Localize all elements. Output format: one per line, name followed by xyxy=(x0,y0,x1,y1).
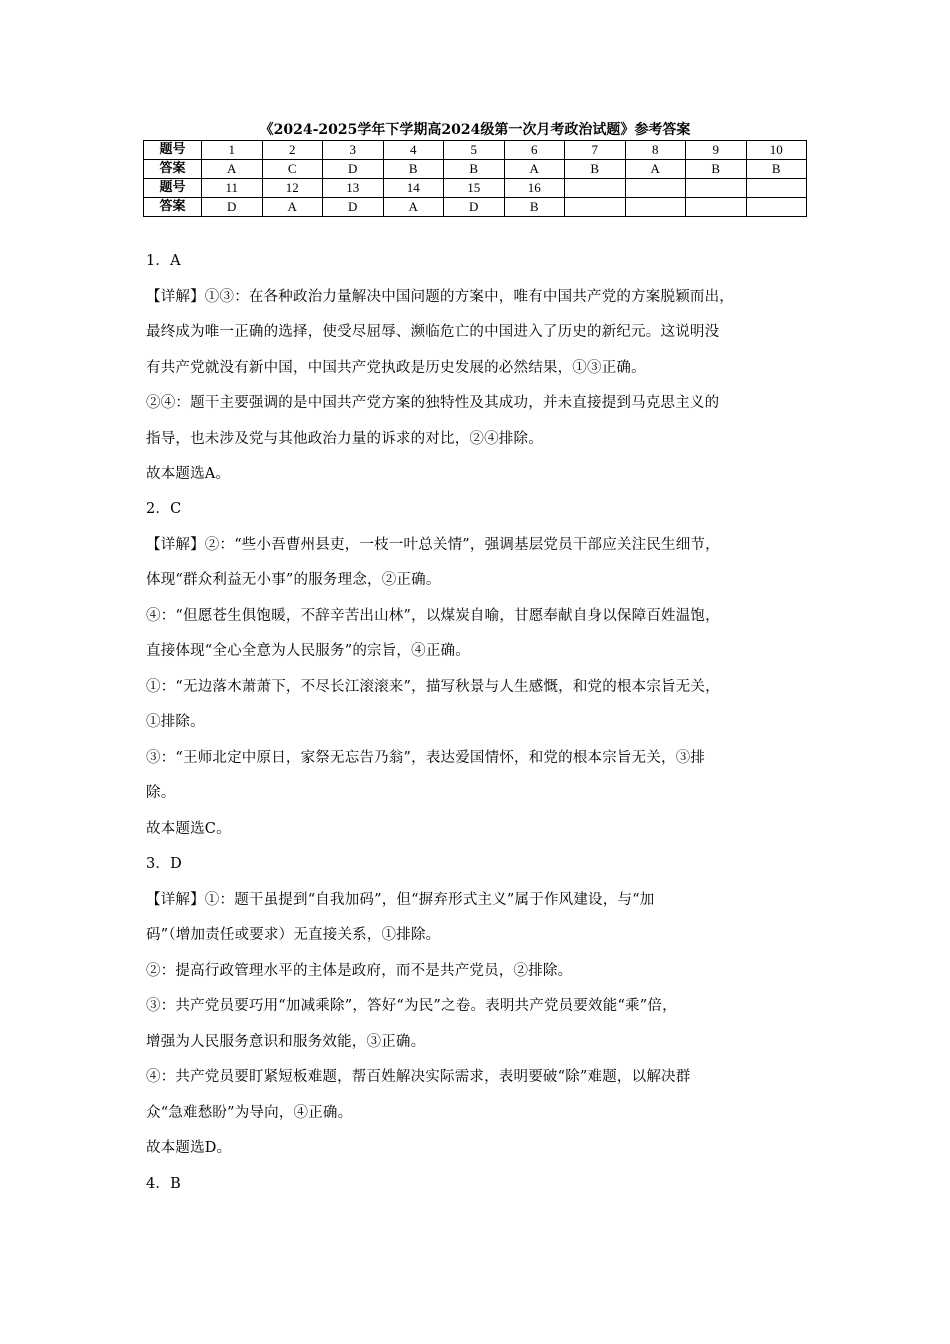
conclusion-line: 故本题选A。 xyxy=(146,466,231,482)
explanation-line: ②④：题干主要强调的是中国共产党方案的独特性及其成功，并未直接提到马克思主义的 xyxy=(146,395,720,411)
table-cell xyxy=(746,198,807,217)
table-cell xyxy=(746,179,807,198)
table-cell xyxy=(565,198,626,217)
table-cell: A xyxy=(262,198,323,217)
table-row xyxy=(144,179,807,198)
question-number: 4．B xyxy=(146,1176,181,1192)
explanation-line: 码”（增加责任或要求）无直接关系，①排除。 xyxy=(146,927,441,943)
explanation-line: 最终成为唯一正确的选择，使受尽屈辱、濒临危亡的中国进入了历史的新纪元。这说明没 xyxy=(146,324,720,340)
table-cell: 6 xyxy=(504,141,565,160)
table-cell xyxy=(625,179,686,198)
page-title: 《2024-2025学年下学期高2024级第一次月考政治试题》参考答案 xyxy=(259,122,691,138)
table-cell: D xyxy=(323,198,384,217)
row-label: 答案 xyxy=(144,198,202,217)
explanation-line: 【详解】①：题干虽提到“自我加码”，但“摒弃形式主义”属于作风建设，与“加 xyxy=(146,892,655,908)
table-cell xyxy=(625,198,686,217)
question-number: 2．C xyxy=(146,501,182,517)
table-cell: B xyxy=(565,160,626,179)
table-cell: D xyxy=(323,160,384,179)
table-cell: D xyxy=(444,198,505,217)
explanation-line: ④：共产党员要盯紧短板难题，帮百姓解决实际需求，表明要破“除”难题，以解决群 xyxy=(146,1069,691,1085)
question-number: 1．A xyxy=(146,253,181,269)
table-cell xyxy=(565,179,626,198)
table-cell: 10 xyxy=(746,141,807,160)
table-cell: C xyxy=(262,160,323,179)
row-label: 题号 xyxy=(144,141,202,160)
explanation-line: ①：“无边落木萧萧下，不尽长江滚滚来”，描写秋景与人生感慨，和党的根本宗旨无关， xyxy=(146,679,720,695)
explanation-line: 直接体现“全心全意为人民服务”的宗旨，④正确。 xyxy=(146,643,470,659)
table-cell: B xyxy=(444,160,505,179)
table-cell: 2 xyxy=(262,141,323,160)
explanation-line: ④：“但愿苍生俱饱暖，不辞辛苦出山林”，以煤炭自喻，甘愿奉献自身以保障百姓温饱， xyxy=(146,608,720,624)
row-label: 题号 xyxy=(144,179,202,198)
explanation-line: 除。 xyxy=(146,785,176,801)
table-cell: 4 xyxy=(383,141,444,160)
table-cell: 5 xyxy=(444,141,505,160)
table-row xyxy=(144,198,807,217)
table-cell xyxy=(686,198,747,217)
explanation-line: 体现“群众利益无小事”的服务理念，②正确。 xyxy=(146,572,441,588)
table-cell: 13 xyxy=(323,179,384,198)
table-cell: B xyxy=(746,160,807,179)
table-cell: B xyxy=(686,160,747,179)
explanation-line: ①排除。 xyxy=(146,714,205,730)
table-cell: 3 xyxy=(323,141,384,160)
table-cell: A xyxy=(504,160,565,179)
table-cell: 15 xyxy=(444,179,505,198)
explanation-line: 【详解】②：“些小吾曹州县吏，一枝一叶总关情”，强调基层党员干部应关注民生细节， xyxy=(146,537,720,553)
table-cell: 9 xyxy=(686,141,747,160)
table-cell: 14 xyxy=(383,179,444,198)
explanation-line: 【详解】①③：在各种政治力量解决中国问题的方案中，唯有中国共产党的方案脱颖而出， xyxy=(146,289,734,305)
table-cell: 11 xyxy=(202,179,263,198)
table-row xyxy=(144,160,807,179)
explanation-line: 指导，也未涉及党与其他政治力量的诉求的对比，②④排除。 xyxy=(146,431,543,447)
table-cell xyxy=(686,179,747,198)
table-cell: A xyxy=(625,160,686,179)
explanation-line: 增强为人民服务意识和服务效能，③正确。 xyxy=(146,1034,426,1050)
table-row xyxy=(144,141,807,160)
table-cell: A xyxy=(383,198,444,217)
table-cell: A xyxy=(202,160,263,179)
explanation-line: 众“急难愁盼”为导向，④正确。 xyxy=(146,1105,353,1121)
table-cell: D xyxy=(202,198,263,217)
explanation-line: ③：“王师北定中原日，家祭无忘告乃翁”，表达爱国情怀，和党的根本宗旨无关，③排 xyxy=(146,750,706,766)
conclusion-line: 故本题选D。 xyxy=(146,1140,232,1156)
table-cell: 1 xyxy=(202,141,263,160)
row-label: 答案 xyxy=(144,160,202,179)
table-cell: 8 xyxy=(625,141,686,160)
question-number: 3．D xyxy=(146,856,182,872)
table-cell: 16 xyxy=(504,179,565,198)
table-cell: B xyxy=(504,198,565,217)
table-cell: 12 xyxy=(262,179,323,198)
table-cell: 7 xyxy=(565,141,626,160)
table-cell: B xyxy=(383,160,444,179)
explanation-line: ③：共产党员要巧用“加减乘除”，答好“为民”之卷。表明共产党员要效能“乘”倍， xyxy=(146,998,677,1014)
answer-table xyxy=(143,140,807,217)
explanation-line: 有共产党就没有新中国，中国共产党执政是历史发展的必然结果，①③正确。 xyxy=(146,360,646,376)
explanation-line: ②：提高行政管理水平的主体是政府，而不是共产党员，②排除。 xyxy=(146,963,573,979)
conclusion-line: 故本题选C。 xyxy=(146,821,231,837)
